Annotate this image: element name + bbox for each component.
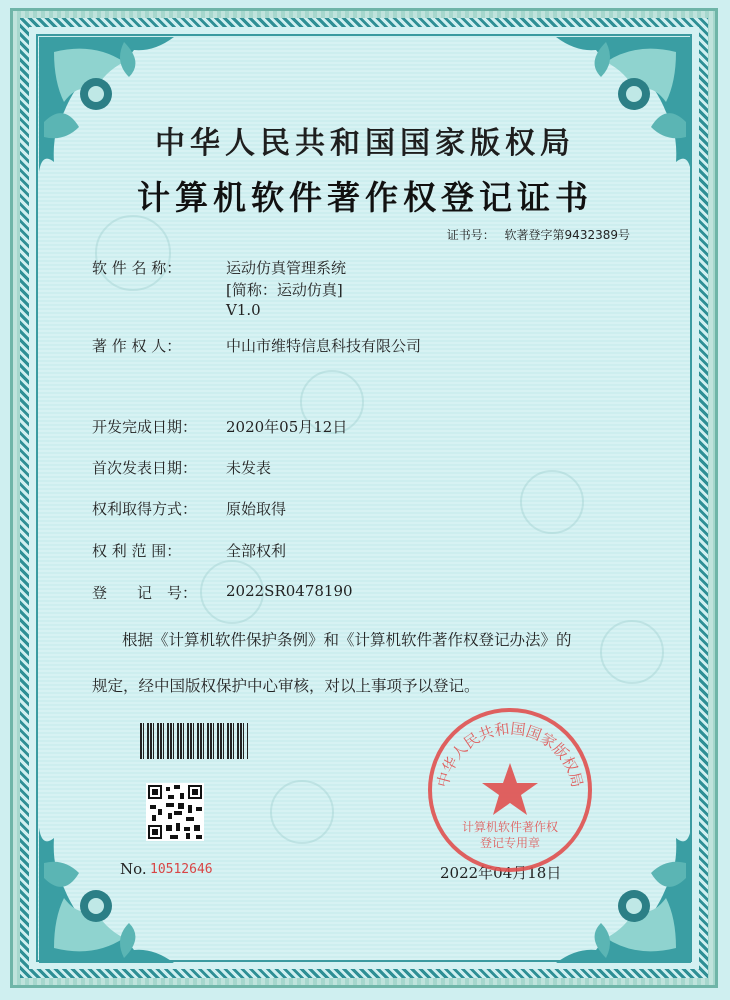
field-label: 登 记 号： (92, 584, 198, 602)
barcode (140, 723, 248, 759)
watermark-emblem (270, 780, 334, 844)
field-value: 运动仿真管理系统 (226, 259, 347, 277)
field-value: 原始取得 (226, 500, 287, 518)
field-label: 权利取得方式： (92, 500, 198, 518)
field-software-shortname (92, 279, 343, 299)
field-publish-date (92, 457, 272, 478)
serial-number-label: No. (120, 860, 147, 878)
field-value: 未发表 (226, 459, 272, 477)
certificate-number (447, 226, 630, 243)
field-label: 首次发表日期： (92, 459, 198, 477)
qr-code (146, 783, 204, 841)
field-acquisition-method (92, 498, 287, 519)
svg-text:计算机软件著作权: 计算机软件著作权 (461, 820, 559, 834)
field-registration-number (92, 582, 353, 603)
serial-number: 10512646 (150, 862, 213, 877)
certificate-number-value: 软著登字第9432389号 (504, 228, 630, 242)
issuing-authority: 中华人民共和国国家版权局 (155, 126, 575, 161)
field-label: 软 件 名 称： (92, 259, 182, 277)
field-software-name (92, 257, 347, 278)
statement-line-2: 规定，经中国版权保护中心审核，对以上事项予以登记。 (92, 677, 480, 695)
certificate-title: 计算机软件著作权登记证书 (137, 178, 593, 217)
field-value: V1.0 (226, 301, 261, 319)
field-value: 全部权利 (226, 542, 287, 560)
statement-line-1: 根据《计算机软件保护条例》和《计算机软件著作权登记办法》的 (122, 631, 572, 649)
field-completion-date (92, 416, 348, 437)
certificate-number-label: 证书号： (446, 228, 495, 242)
field-label: 权 利 范 围： (92, 542, 182, 560)
field-rights-scope (92, 540, 287, 561)
field-value: 2020年05月12日 (226, 418, 348, 436)
field-value: 中山市维特信息科技有限公司 (226, 337, 422, 355)
field-value: [简称：运动仿真] (226, 281, 343, 299)
field-label: 开发完成日期： (92, 418, 198, 436)
svg-text:中华人民共和国国家版权局: 中华人民共和国国家版权局 (433, 719, 587, 790)
official-seal (425, 705, 595, 875)
watermark-emblem (520, 470, 584, 534)
field-software-version (92, 301, 261, 319)
svg-text:登记专用章: 登记专用章 (479, 836, 541, 850)
field-value: 2022SR0478190 (226, 582, 353, 600)
field-copyright-owner (92, 335, 422, 356)
issue-date: 2022年04月18日 (440, 864, 562, 882)
field-label: 著 作 权 人： (92, 337, 182, 355)
